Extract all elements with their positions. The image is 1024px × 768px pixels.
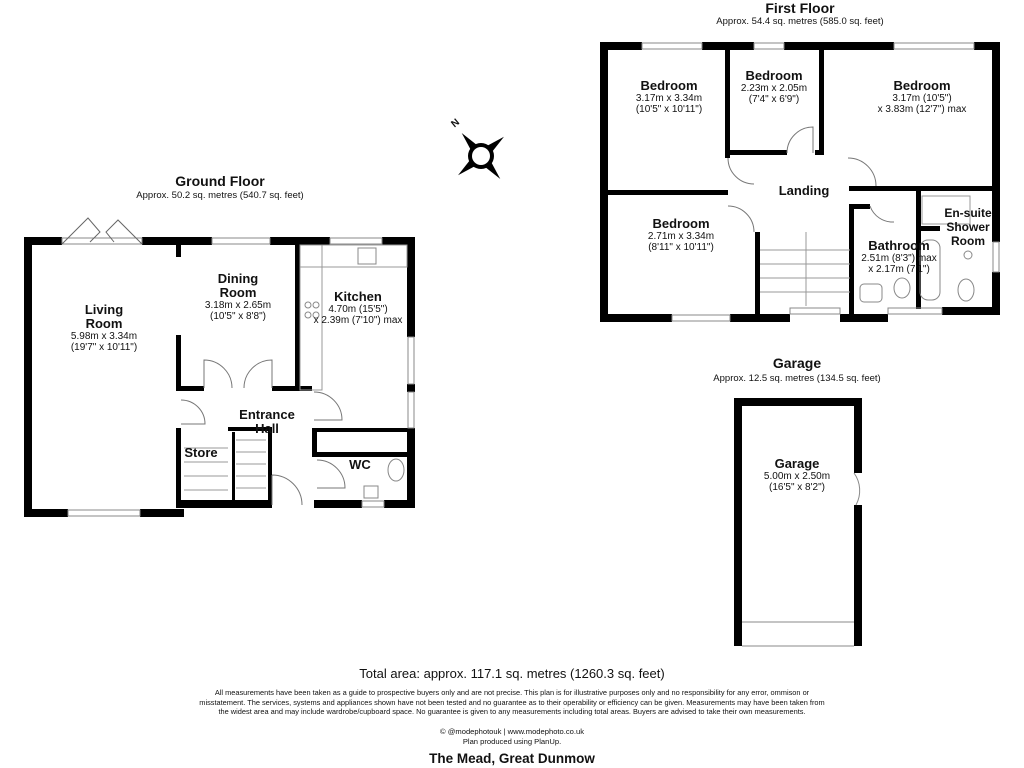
room-garage-name: Garage xyxy=(774,456,820,471)
room-entrance-name-1: Entrance xyxy=(239,407,295,422)
garage-plan xyxy=(734,398,862,646)
room-garage-dim-1: 5.00m x 2.50m xyxy=(763,471,831,482)
room-dining xyxy=(178,272,298,322)
room-bedroom-3-dim-2: x 3.83m (12'7") max xyxy=(877,104,967,115)
ground-floor-area: Approx. 50.2 sq. metres (540.7 sq. feet) xyxy=(136,190,304,201)
compass-rose xyxy=(455,130,507,182)
room-dining-name-1: Dining xyxy=(217,271,259,286)
room-dining-dim-1: 3.18m x 2.65m xyxy=(204,300,272,311)
room-garage-dim-2: (16'5" x 8'2") xyxy=(769,482,825,493)
room-living xyxy=(44,303,164,353)
disclaimer-line-2: misstatement. The services, systems and appliances shown have not been tested and no guarantee as to their operability or efficiency can be given. Measurements may have been taken from xyxy=(199,697,825,707)
room-ensuite-name-2: Shower xyxy=(946,220,990,234)
disclaimer-line-1: All measurements have been taken as a guide to prospective buyers only and are not precise. This plan is for illustrative purposes only and no responsibility for any error, ommison or xyxy=(214,688,810,697)
room-bathroom xyxy=(852,239,946,275)
room-bedroom-4-name: Bedroom xyxy=(652,216,710,231)
room-bathroom-name: Bathroom xyxy=(868,238,930,253)
garage-title: Garage xyxy=(772,355,822,371)
garage-details xyxy=(742,473,860,646)
room-bedroom-2-dim-2: (7'4" x 6'9") xyxy=(748,94,800,105)
room-bedroom-4-dim-1: 2.71m x 3.34m xyxy=(647,231,715,242)
room-bedroom-3-dim-1: 3.17m (10'5") xyxy=(892,93,952,104)
room-bedroom-3 xyxy=(860,79,984,115)
total-area: Total area: approx. 117.1 sq. metres (1260.3 sq. feet) xyxy=(359,666,665,681)
room-bedroom-2-name: Bedroom xyxy=(745,68,803,83)
room-kitchen-dim-2: x 2.39m (7'10") max xyxy=(313,315,403,326)
room-dining-dim-2: (10'5" x 8'8") xyxy=(210,311,266,322)
room-dining-name-2: Room xyxy=(219,285,257,300)
disclaimer-line-3: the widest area and may include wardrobe/cupboard space. No guarantee is given to any measurements including total areas. Buyers are advised to take their own measurements. xyxy=(218,707,806,717)
room-landing-name: Landing xyxy=(778,183,830,198)
credit-line-2: Plan produced using PlanUp. xyxy=(462,737,562,746)
first-floor-title: First Floor xyxy=(765,0,835,16)
room-bedroom-1 xyxy=(614,79,724,115)
room-ensuite xyxy=(936,206,1000,248)
ground-floor-title: Ground Floor xyxy=(175,173,265,189)
room-living-name-1: Living xyxy=(84,302,124,317)
room-ensuite-name-1: En-suite xyxy=(944,206,992,220)
property-address: The Mead, Great Dunmow xyxy=(429,751,595,766)
garage-area: Approx. 12.5 sq. metres (134.5 sq. feet) xyxy=(713,373,881,384)
room-living-dim-2: (19'7" x 10'11") xyxy=(70,342,138,353)
room-bedroom-1-name: Bedroom xyxy=(640,78,698,93)
room-bedroom-1-dim-2: (10'5" x 10'11") xyxy=(635,104,703,115)
room-bedroom-3-name: Bedroom xyxy=(893,78,951,93)
room-entrance-hall xyxy=(222,408,312,436)
room-bedroom-1-dim-1: 3.17m x 3.34m xyxy=(635,93,703,104)
credit-line-1: © @modephotouk | www.modephoto.co.uk xyxy=(439,727,585,736)
room-kitchen-dim-1: 4.70m (15'5") xyxy=(328,304,388,315)
room-bedroom-2-dim-1: 2.23m x 2.05m xyxy=(740,83,808,94)
room-ensuite-name-3: Room xyxy=(951,234,985,248)
room-entrance-name-2: Hall xyxy=(255,421,279,436)
disclaimer xyxy=(140,688,884,717)
room-bedroom-4 xyxy=(626,217,736,253)
room-store-name: Store xyxy=(184,445,218,460)
room-wc-name: WC xyxy=(349,457,371,472)
room-living-name-2: Room xyxy=(85,316,123,331)
room-bathroom-dim-1: 2.51m (8'3") max xyxy=(861,253,937,264)
room-living-dim-1: 5.98m x 3.34m xyxy=(70,331,138,342)
room-bedroom-4-dim-2: (8'11" x 10'11") xyxy=(648,242,714,253)
room-bathroom-dim-2: x 2.17m (7'1") xyxy=(868,264,930,275)
compass-north-label: N xyxy=(449,116,462,131)
room-bedroom-2 xyxy=(724,69,824,105)
room-kitchen-name: Kitchen xyxy=(334,289,382,304)
room-kitchen xyxy=(302,290,414,326)
first-floor-area: Approx. 54.4 sq. metres (585.0 sq. feet) xyxy=(716,16,884,27)
room-garage xyxy=(742,457,852,493)
